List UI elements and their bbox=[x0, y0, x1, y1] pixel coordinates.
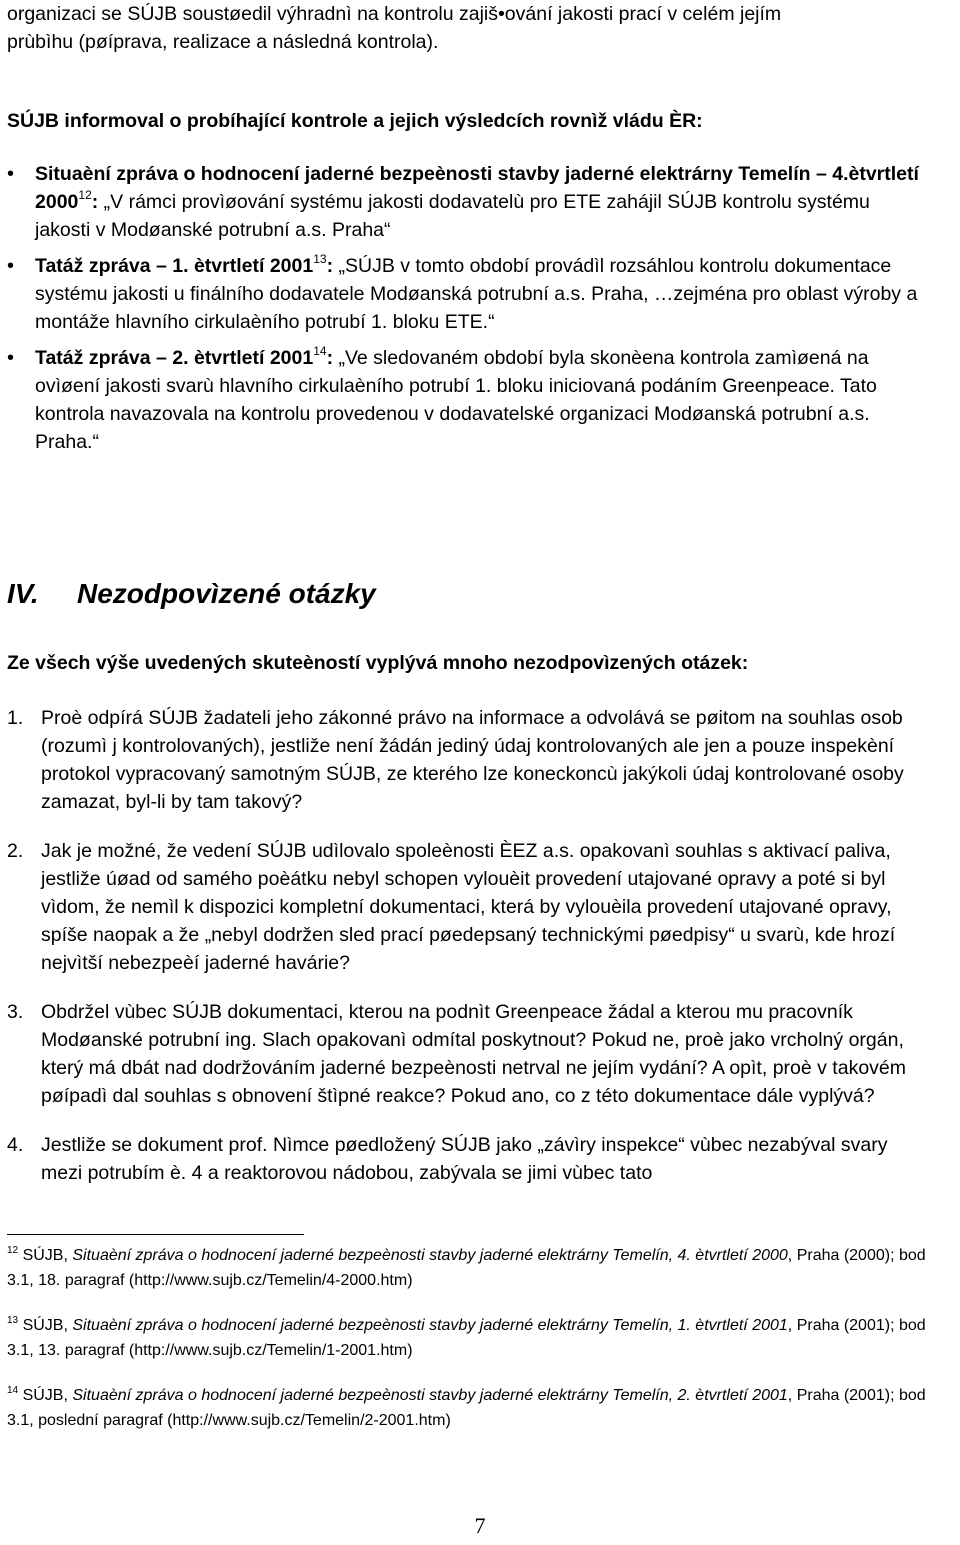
footnote-rest: , Praha (2000); bod 3.1, 18. paragraf (http://www.sujb.cz/Temelin/4-2000.htm) bbox=[7, 1247, 926, 1289]
bullet-colon: : bbox=[326, 347, 334, 369]
question-number: 1. bbox=[7, 707, 24, 729]
questions-list bbox=[7, 704, 930, 1208]
question-text: Obdržel vùbec SÚJB dokumentaci, kterou na podnìt Greenpeace žádal a kterou mu pracovník Modøanské potrubní ing. Slach opakovanì odmítal poskytnout? Pokud ne, proè jako vrcholný orgán, který má dbát nad dodržováním jaderné bezpeènosti netrval ne jejím vydání? A opìt, proè v takovém pøípadì dal souhlas s obnovení štìpné reakce? Pokud ano, co z této dokumentace dále vyplývá? bbox=[41, 1001, 906, 1107]
info-paragraph: SÚJB informoval o probíhající kontrole a jejich výsledcích rovnìž vládu ÈR: bbox=[7, 110, 703, 132]
question-item bbox=[7, 998, 930, 1110]
question-item bbox=[7, 837, 930, 977]
bullet-label: Tatáž zpráva – 2. ètvrtletí 2001 bbox=[35, 347, 314, 369]
bullet-item bbox=[7, 344, 930, 456]
footnote-author: SÚJB, bbox=[22, 1387, 73, 1404]
top-paragraph-line-2: prùbìhu (pøíprava, realizace a následná kontrola). bbox=[7, 31, 439, 53]
footnote bbox=[7, 1383, 930, 1433]
bullet-item bbox=[7, 252, 930, 336]
question-text: Proè odpírá SÚJB žadateli jeho zákonné právo na informace a odvolává se pøitom na souhlas osob (rozumì j kontrolovaných), jestliže není žádán jediný údaj kontrolovaných ale jen a pouze inspekèní protokol vypracovaný samotným SÚJB, ze kterého lze koneckoncù jakýkoli údaj kontrolované osoby zamazat, byl-li by tam takový? bbox=[41, 707, 904, 813]
footnote-rest: , Praha (2001); bod 3.1, poslední paragraf (http://www.sujb.cz/Temelin/2-2001.htm) bbox=[7, 1387, 926, 1429]
footnote-divider bbox=[7, 1234, 304, 1235]
footnote-number: 13 bbox=[7, 1315, 19, 1326]
footnote bbox=[7, 1243, 930, 1293]
bullet-label: Tatáž zpráva – 1. ètvrtletí 2001 bbox=[35, 255, 314, 277]
section-heading bbox=[7, 574, 376, 614]
footnote-title: Situaèní zpráva o hodnocení jaderné bezpeènosti stavby jaderné elektrárny Temelín, 1. ètvrtletí 2001 bbox=[72, 1317, 788, 1334]
bullet-item bbox=[7, 160, 930, 244]
footnote-number: 14 bbox=[7, 1385, 19, 1396]
footnote-ref[interactable]: 13 bbox=[313, 252, 327, 266]
footnote-ref[interactable]: 14 bbox=[313, 344, 327, 358]
question-number: 3. bbox=[7, 1001, 24, 1023]
bullet-colon: : bbox=[91, 191, 99, 213]
footnote-title: Situaèní zpráva o hodnocení jaderné bezpeènosti stavby jaderné elektrárny Temelín, 4. ètvrtletí 2000 bbox=[72, 1247, 788, 1264]
questions-intro: Ze všech výše uvedených skuteèností vyplývá mnoho nezodpovìzených otázek: bbox=[7, 652, 749, 674]
question-number: 2. bbox=[7, 840, 24, 862]
page-number: 7 bbox=[474, 1513, 486, 1538]
bullet-text: „Ve sledovaném období byla skonèena kontrola zamìøená na ovìøení jakosti svarù hlavního cirkulaèního potrubí 1. bloku iniciovaná podáním Greenpeace. Tato kontrola navazovala na kontrolu provedenou v dodavatelské organizaci Modøanská potrubní a.s. Praha.“ bbox=[35, 347, 877, 453]
footnote-title: Situaèní zpráva o hodnocení jaderné bezpeènosti stavby jaderné elektrárny Temelín, 2. ètvrtletí 2001 bbox=[72, 1387, 788, 1404]
question-text: Jestliže se dokument prof. Nìmce pøedložený SÚJB jako „závìry inspekce“ vùbec nezabýval svary mezi potrubím è. 4 a reaktorovou nádobou, zabývala se jimi vùbec tato bbox=[41, 1134, 888, 1184]
footnote-ref[interactable]: 12 bbox=[78, 188, 92, 202]
bullet-text: „SÚJB v tomto období provádìl rozsáhlou kontrolu dokumentace systému jakosti u finálního dodavatele Modøanská potrubní a.s. Praha, …zejména pro oblast výroby a montáže hlavního cirkulaèního potrubí 1. bloku ETE.“ bbox=[35, 255, 918, 333]
top-paragraph bbox=[7, 0, 930, 56]
footnote-number: 12 bbox=[7, 1245, 19, 1256]
bullet-text: „V rámci provìøování systému jakosti dodavatelù pro ETE zahájil SÚJB kontrolu systému jakosti v Modøanské potrubní a.s. Praha“ bbox=[35, 191, 870, 241]
section-title: Nezodpovìzené otázky bbox=[77, 578, 376, 609]
section-number: IV. bbox=[7, 578, 39, 609]
report-bullet-list bbox=[7, 160, 930, 464]
question-item bbox=[7, 704, 930, 816]
question-number: 4. bbox=[7, 1134, 24, 1156]
top-paragraph-line-1: organizaci se SÚJB soustøedil výhradnì na kontrolu zajiš•ování jakosti prací v celém jejím bbox=[7, 3, 782, 25]
footnote-author: SÚJB, bbox=[22, 1317, 73, 1334]
footnote-author: SÚJB, bbox=[22, 1247, 73, 1264]
question-item bbox=[7, 1131, 930, 1187]
footnote bbox=[7, 1313, 930, 1363]
footnotes bbox=[7, 1243, 930, 1453]
question-text: Jak je možné, že vedení SÚJB udìlovalo spoleènosti ÈEZ a.s. opakovanì souhlas s aktivací paliva, jestliže úøad od samého poèátku nebyl schopen vylouèit provedení utajované opravy a poté si byl vìdom, že nemìl k dispozici kompletní dokumentaci, která by vylouèila provedení utajované opravy, spíše naopak a že „nebyl dodržen sled prací pøedepsaný technickými pøedpisy“ u svarù, kde hrozí nejvìtší nebezpeèí jaderné havárie? bbox=[41, 840, 896, 974]
bullet-label: Situaèní zpráva o hodnocení jaderné bezpeènosti stavby jaderné elektrárny Temelín – 4.ètvrtletí 2000 bbox=[35, 163, 919, 213]
footnote-rest: , Praha (2001); bod 3.1, 13. paragraf (http://www.sujb.cz/Temelin/1-2001.htm) bbox=[7, 1317, 926, 1359]
bullet-colon: : bbox=[326, 255, 334, 277]
